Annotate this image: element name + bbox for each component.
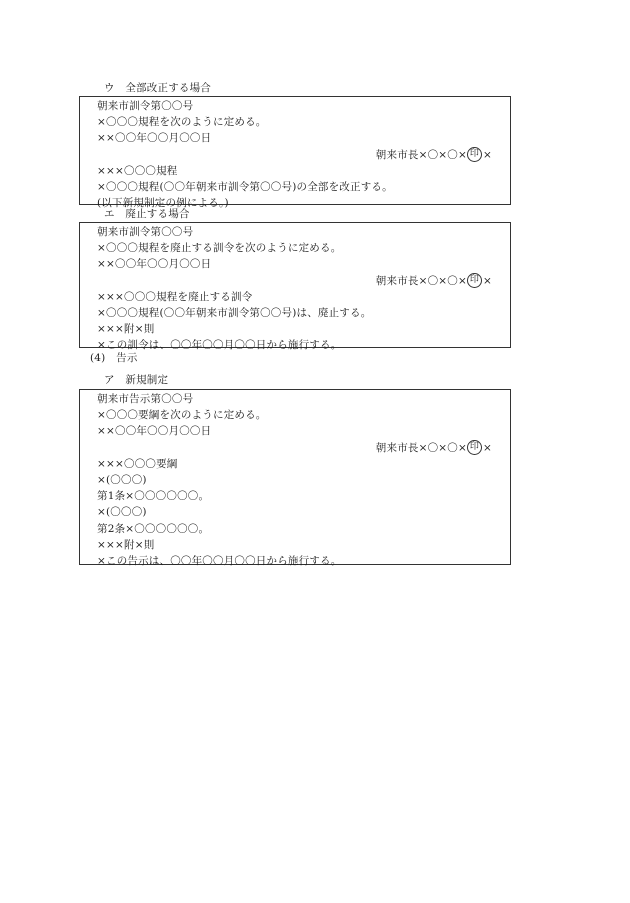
mayor-signature-line [97,273,510,289]
date-line: ××〇〇年〇〇月〇〇日 [97,258,212,271]
signature-end: × [483,148,492,161]
mayor-signature-line [97,440,510,456]
section-heading-abolition: エ 廃止する場合 [104,208,190,220]
section-heading-notice: (4) 告示 [90,352,138,364]
guideline-title: ×××〇〇〇要綱 [97,457,178,470]
seal-mark: 印 [467,147,482,162]
notice-example-box [79,389,511,565]
mayor-signature: 朝来市長×〇×〇× [375,274,467,287]
seal-mark: 印 [467,440,482,455]
enactment-clause: ×〇〇〇規程を次のように定める。 [97,116,267,129]
enactment-clause: ×〇〇〇規程を廃止する訓令を次のように定める。 [97,242,342,255]
seal-mark: 印 [467,273,482,288]
enactment-clause: ×〇〇〇要綱を次のように定める。 [97,409,267,422]
notice-number: 朝来市告示第〇〇号 [97,393,194,405]
date-line: ××〇〇年〇〇月〇〇日 [97,132,212,145]
article-caption: ×(〇〇〇) [97,473,147,486]
supplementary-provisions-heading: ×××附×則 [97,538,155,551]
remainder-note: (以下新規制定の例による。) [97,197,229,210]
section-heading-full-revision: ウ 全部改正する場合 [104,82,211,94]
regulation-title: ×××〇〇〇規程 [97,164,178,177]
full-revision-example-box [79,96,511,210]
article-1: 第1条×〇〇〇〇〇〇。 [97,490,210,503]
date-line: ××〇〇年〇〇月〇〇日 [97,425,212,438]
abolition-title: ×××〇〇〇規程を廃止する訓令 [97,290,253,303]
signature-end: × [483,441,492,454]
mayor-signature: 朝来市長×〇×〇× [375,441,467,454]
signature-end: × [483,274,492,287]
mayor-signature-line [97,147,510,163]
section-heading-new-enactment: ア 新規制定 [104,374,169,386]
enforcement-clause: ×この告示は、〇〇年〇〇月〇〇日から施行する。 [97,554,342,567]
mayor-signature: 朝来市長×〇×〇× [375,148,467,161]
abolition-example-box [79,222,511,352]
article-2: 第2条×〇〇〇〇〇〇。 [97,522,210,535]
abolition-clause: ×〇〇〇規程(〇〇年朝来市訓令第〇〇号)は、廃止する。 [97,306,372,319]
instruction-number: 朝来市訓令第〇〇号 [97,100,194,112]
enforcement-clause: ×この訓令は、〇〇年〇〇月〇〇日から施行する。 [97,339,342,352]
supplementary-provisions-heading: ×××附×則 [97,323,155,336]
revision-clause: ×〇〇〇規程(〇〇年朝来市訓令第〇〇号)の全部を改正する。 [97,180,393,193]
article-caption: ×(〇〇〇) [97,506,147,519]
instruction-number: 朝来市訓令第〇〇号 [97,226,194,238]
